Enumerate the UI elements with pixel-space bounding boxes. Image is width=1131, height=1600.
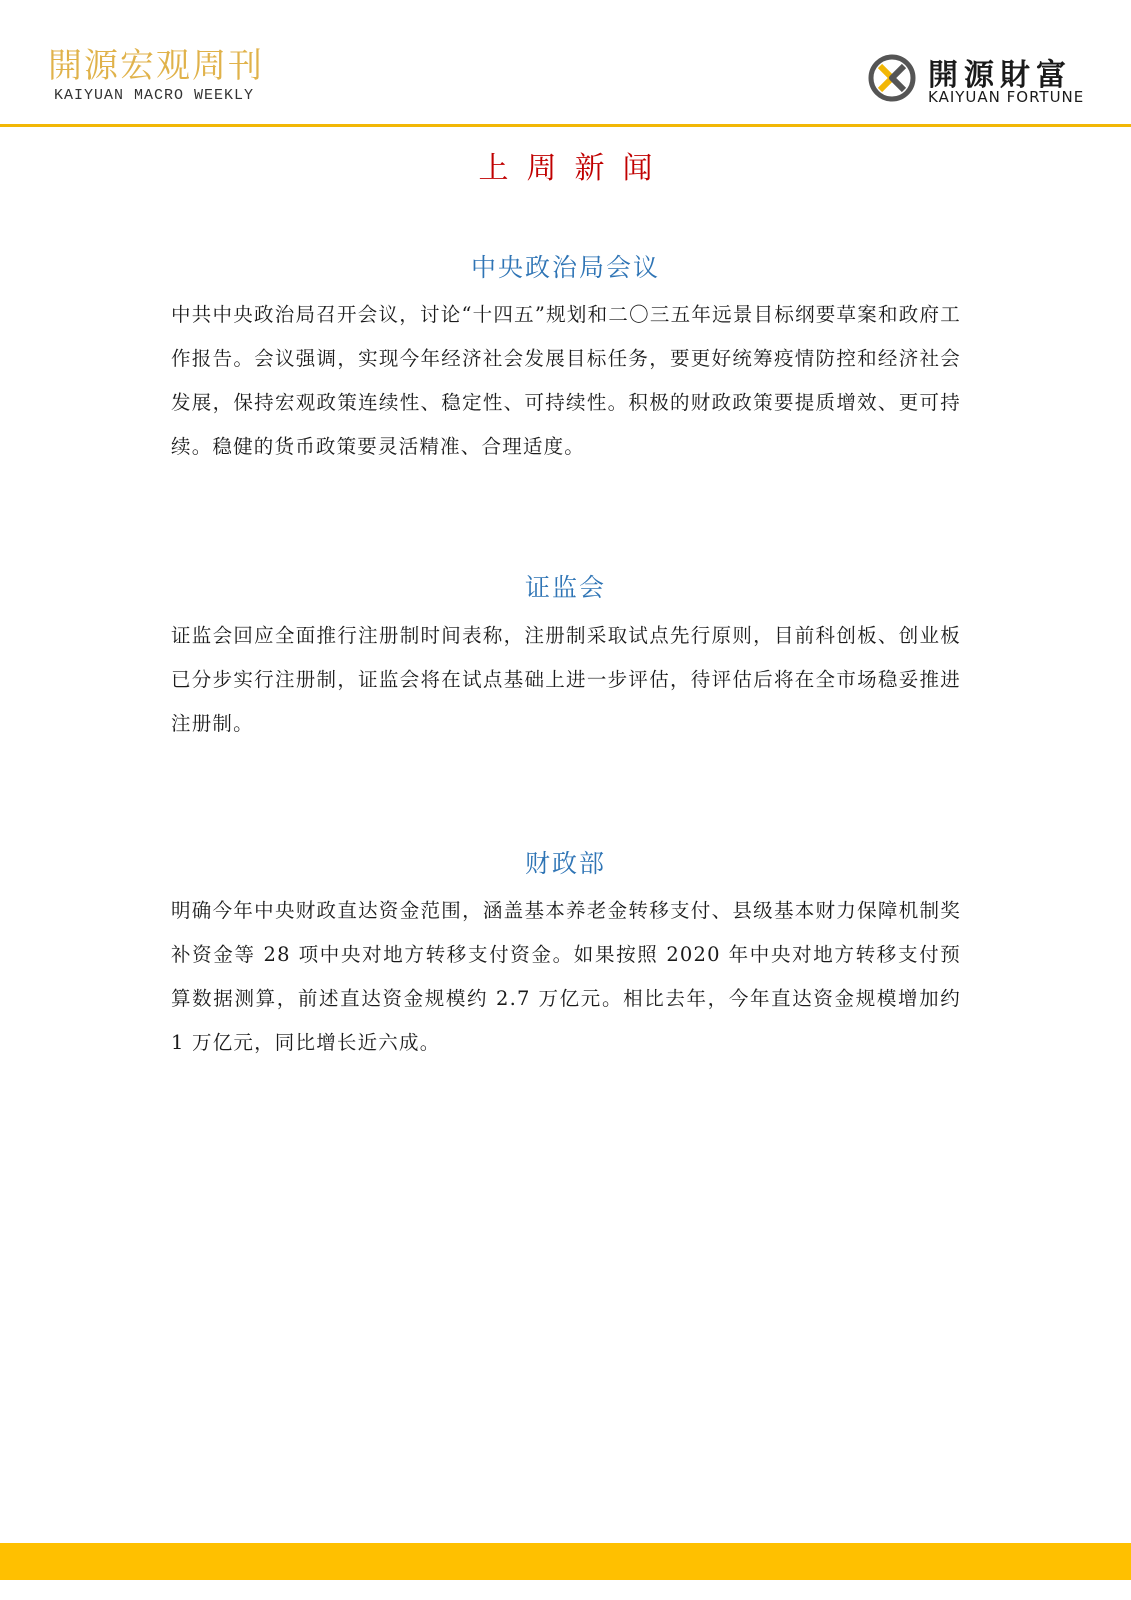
kaiyuan-logo-icon xyxy=(866,52,918,104)
logo-english-text: KAIYUAN FORTUNE xyxy=(928,88,1085,106)
brand-title: 開源宏观周刊 xyxy=(48,46,264,86)
logo-chinese-text: 開源財富 xyxy=(928,58,1072,93)
section-heading-mof: 财政部 xyxy=(524,849,606,878)
header-divider xyxy=(0,124,1131,127)
page-title: 上周新闻 xyxy=(478,151,671,186)
section-heading-politburo: 中央政治局会议 xyxy=(470,253,660,282)
brand-subtitle: KAIYUAN MACRO WEEKLY xyxy=(54,87,255,104)
section-body-mof: 明确今年中央财政直达资金范围，涵盖基本养老金转移支付、县级基本财力保障机制奖补资金等 28 项中央对地方转移支付资金。如果按照 2020 年中央对地方转移支付预算数据测算，前述直达资金规模约 2.7 万亿元。相比去年，今年直达资金规模增加约 1 万亿元，同比增长近六成。 xyxy=(171,899,961,1054)
company-logo xyxy=(866,50,1096,108)
section-heading-csrc: 证监会 xyxy=(524,573,606,602)
section-body-politburo: 中共中央政治局召开会议，讨论“十四五”规划和二〇三五年远景目标纲要草案和政府工作报告。会议强调，实现今年经济社会发展目标任务，要更好统筹疫情防控和经济社会发展，保持宏观政策连续性、稳定性、可持续性。积极的财政政策要提质增效、更可持续。稳健的货币政策要灵活精准、合理适度。 xyxy=(171,303,961,458)
section-body-csrc: 证监会回应全面推行注册制时间表称，注册制采取试点先行原则，目前科创板、创业板已分步实行注册制，证监会将在试点基础上进一步评估，待评估后将在全市场稳妥推进注册制。 xyxy=(171,624,961,735)
footer-bar xyxy=(0,1543,1131,1580)
